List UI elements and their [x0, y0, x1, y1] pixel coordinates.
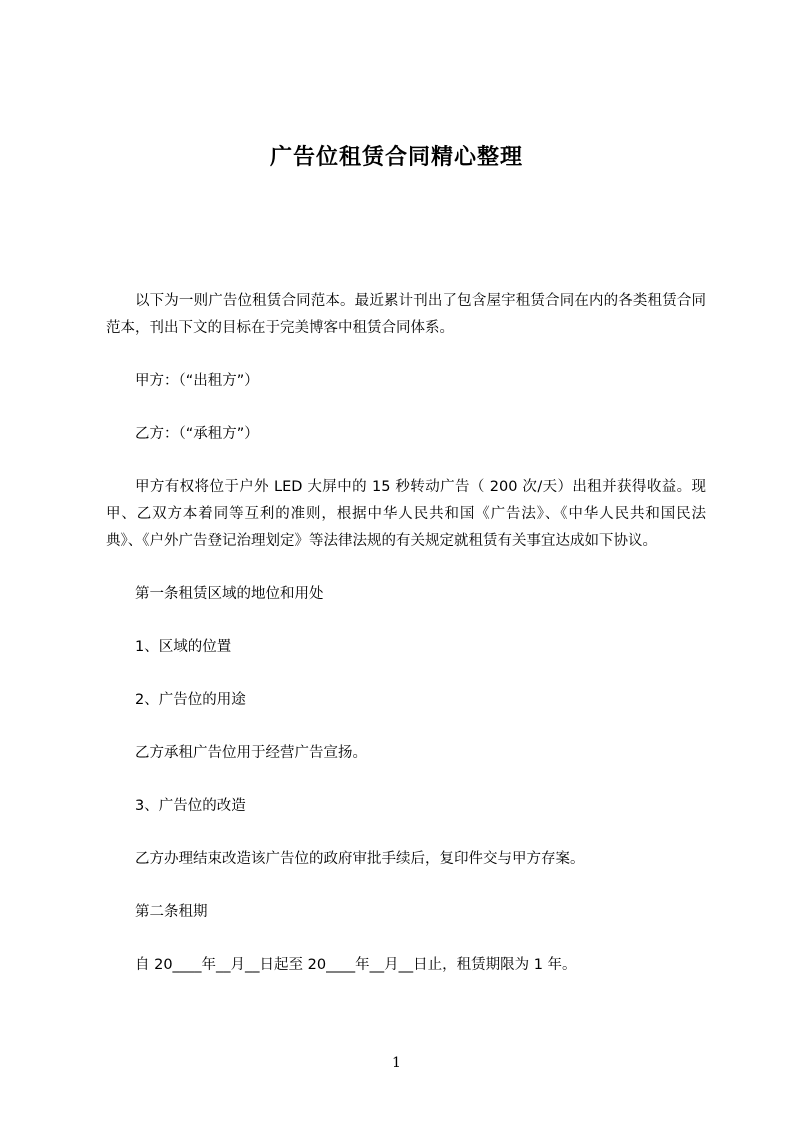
paragraph-renovation: 乙方办理结束改造该广告位的政府审批手续后，复印件交与甲方存案。 — [135, 851, 585, 867]
paragraph-term: 自 20____年__月__日起至 20____年__月__日止，租赁期限为 1 年。 — [135, 957, 577, 973]
heading-article-1: 第一条租赁区域的地位和用处 — [135, 586, 324, 602]
paragraph-agreement: 甲方有权将位于户外 LED 大屏中的 15 秒转动广告（ 200 次/天）出租并获得收益。现甲、乙双方本着同等互利的准则，根据中华人民共和国《广告法》、《中华人民共和国民法典》、《户外广告登记治理划定》等法律法规的有关规定就租赁有关事宜达成如下协议。 — [106, 479, 706, 549]
document-title: 广告位租赁合同精心整理 — [269, 145, 523, 170]
paragraph-party-b: 乙方：（“承租方”） — [135, 426, 259, 442]
item-location: 1、区域的位置 — [135, 639, 232, 655]
item-renovation: 3、广告位的改造 — [135, 798, 246, 814]
page-number: 1 — [392, 1055, 401, 1071]
document-body — [106, 288, 706, 979]
paragraph-party-a: 甲方：（“出租方”） — [135, 373, 259, 389]
paragraph-usage: 乙方承租广告位用于经营广告宣扬。 — [135, 745, 367, 761]
heading-article-2: 第二条租期 — [135, 904, 208, 920]
paragraph-intro: 以下为一则广告位租赁合同范本。最近累计刊出了包含屋宇租赁合同在内的各类租赁合同范本，刊出下文的目标在于完美博客中租赁合同体系。 — [106, 293, 706, 336]
item-usage: 2、广告位的用途 — [135, 692, 246, 708]
